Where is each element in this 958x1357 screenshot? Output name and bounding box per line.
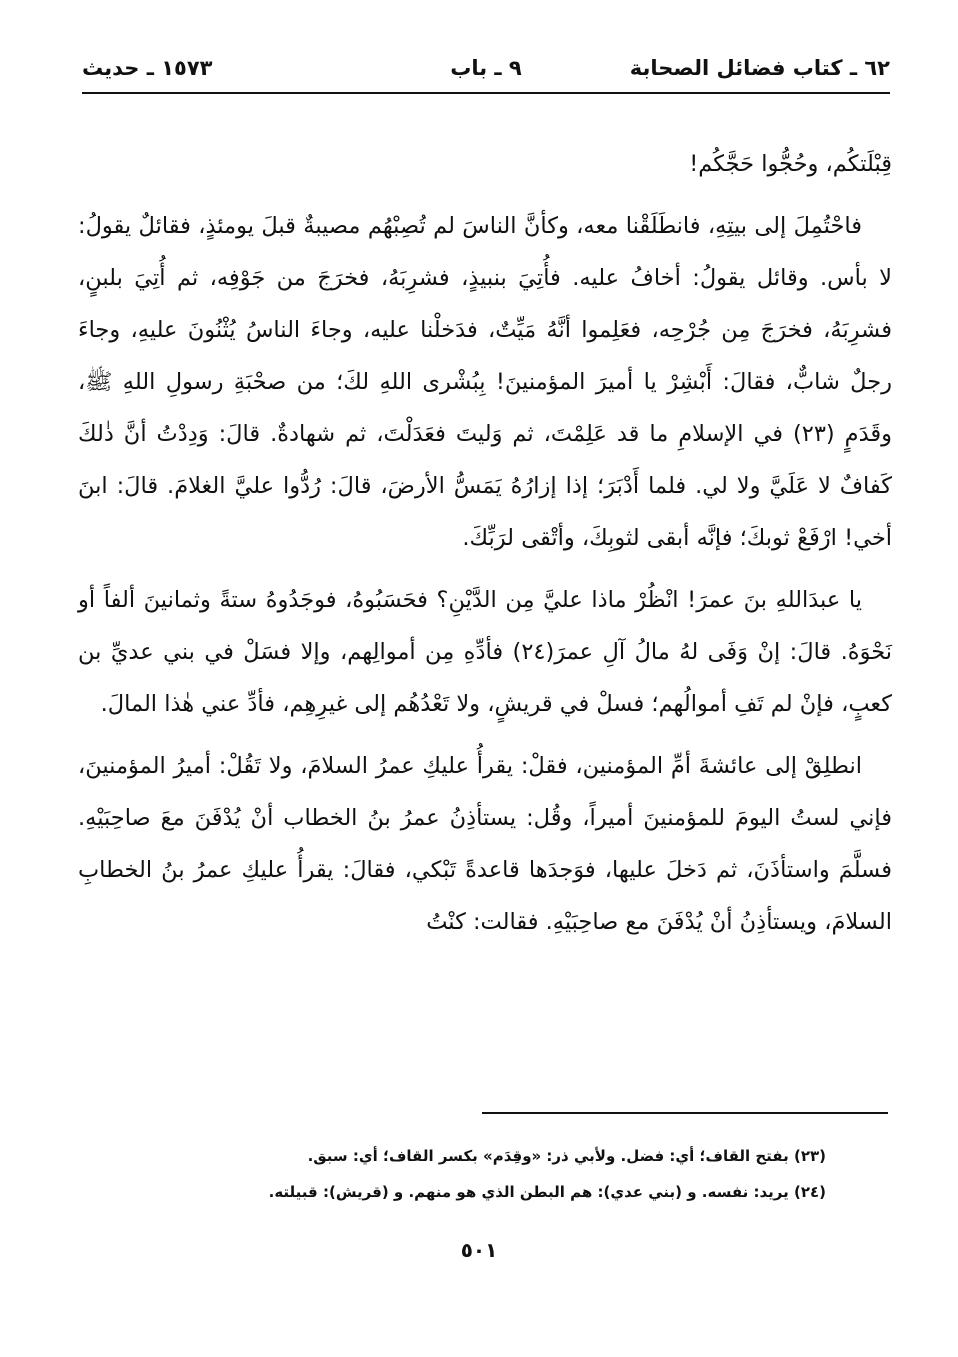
paragraph-1: قِبْلَتكُم، وحُجُّوا حَجَّكُم! bbox=[689, 151, 892, 177]
header-hadith-number: ١٥٧٣ ـ حديث bbox=[82, 56, 213, 80]
main-text bbox=[78, 138, 892, 948]
page-number: ٥٠١ bbox=[460, 1238, 498, 1262]
footnotes bbox=[100, 1138, 826, 1210]
paragraph-2: فاحْتُمِلَ إلى بيتِهِ، فانطَلَقْنا معه، وكأنَّ الناسَ لم تُصِبْهُم مصيبةٌ قبلَ يومئذٍ، فقائلٌ يقولُ: لا بأس. وقائل يقولُ: أخافُ عليه. فأُتِيَ بنبيذٍ، فشرِبَهُ، فخرَجَ من جَوْفِه، ثم أُتِيَ بلبنٍ، فشرِبَهُ، فخرَجَ مِن جُرْحِه، فعَلِموا أنَّهُ مَيِّتٌ، فدَخلْنا عليه، وجاءَ الناسُ يُثْنُونَ عليهِ، وجاءَ رجلٌ شابٌّ، فقالَ: أَبْشِرْ يا أميرَ المؤمنينَ! بِبُشْرى اللهِ لكَ؛ من صحْبَةِ رسولِ اللهِ ﷺ، وقَدَمٍ (٢٣) في الإسلامِ ما قد عَلِمْتَ، ثم وَليتَ فعَدَلْتَ، ثم شهادةٌ. قالَ: وَدِدْتُ أنَّ ذٰلكَ كَفافٌ لا عَلَيَّ ولا لي. فلما أَدْبَرَ؛ إذا إزارُهُ يَمَسُّ الأرضَ، قالَ: رُدُّوا عليَّ الغلامَ. قالَ: ابنَ أخي! ارْفَعْ ثوبكَ؛ فإنَّه أبقى لثوبِكَ، وأتْقى لرَبِّكَ. bbox=[78, 213, 893, 551]
paragraph-3: يا عبدَاللهِ بنَ عمرَ! انْظُرْ ماذا عليَّ مِن الدَّيْنِ؟ فحَسَبُوهُ، فوجَدُوهُ ستةً وثمانينَ ألفاً أو نَحْوَهُ. قالَ: إنْ وَفَى لهُ مالُ آلِ عمرَ(٢٤) فأدِّهِ مِن أموالِهم، وإلا فسَلْ في بني عديِّ بن كعبٍ، فإنْ لم تَفِ أموالُهم؛ فسلْ في قريشٍ، ولا تَعْدُهُم إلى غيرِهِم، فأدِّ عني هٰذا المالَ. bbox=[78, 587, 892, 717]
footnote-divider bbox=[482, 1112, 888, 1114]
header-chapter: ٩ ـ باب bbox=[450, 56, 522, 80]
running-header bbox=[82, 52, 890, 94]
paragraph-4: انطلِقْ إلى عائشةَ أمِّ المؤمنين، فقلْ: يقرأُ عليكِ عمرُ السلامَ، ولا تَقُلْ: أميرُ المؤمنينَ، فإني لستُ اليومَ للمؤمنينَ أميراً، وقُل: يستأذِنُ عمرُ بنُ الخطاب أنْ يُدْفَنَ معَ صاحِبَيْهِ. فسلَّمَ واستأذَنَ، ثم دَخلَ عليها، فوَجدَها قاعدةً تَبْكي، فقالَ: يقرأُ عليكِ عمرُ بنُ الخطابِ السلامَ، ويستأذِنُ أنْ يُدْفَنَ مع صاحِبَيْهِ. فقالت: كنْتُ bbox=[78, 753, 892, 935]
footnote-23: (٢٣) بفتح القاف؛ أي: فضل. ولأبي ذر: «وقِدَم» بكسر القاف؛ أي: سبق. bbox=[307, 1147, 826, 1165]
header-book-title: ٦٢ ـ كتاب فضائل الصحابة bbox=[629, 56, 890, 80]
footnote-24: (٢٤) يريد: نفسه. و (بني عدي): هم البطن الذي هو منهم. و (قريش): قبيلته. bbox=[268, 1183, 826, 1201]
